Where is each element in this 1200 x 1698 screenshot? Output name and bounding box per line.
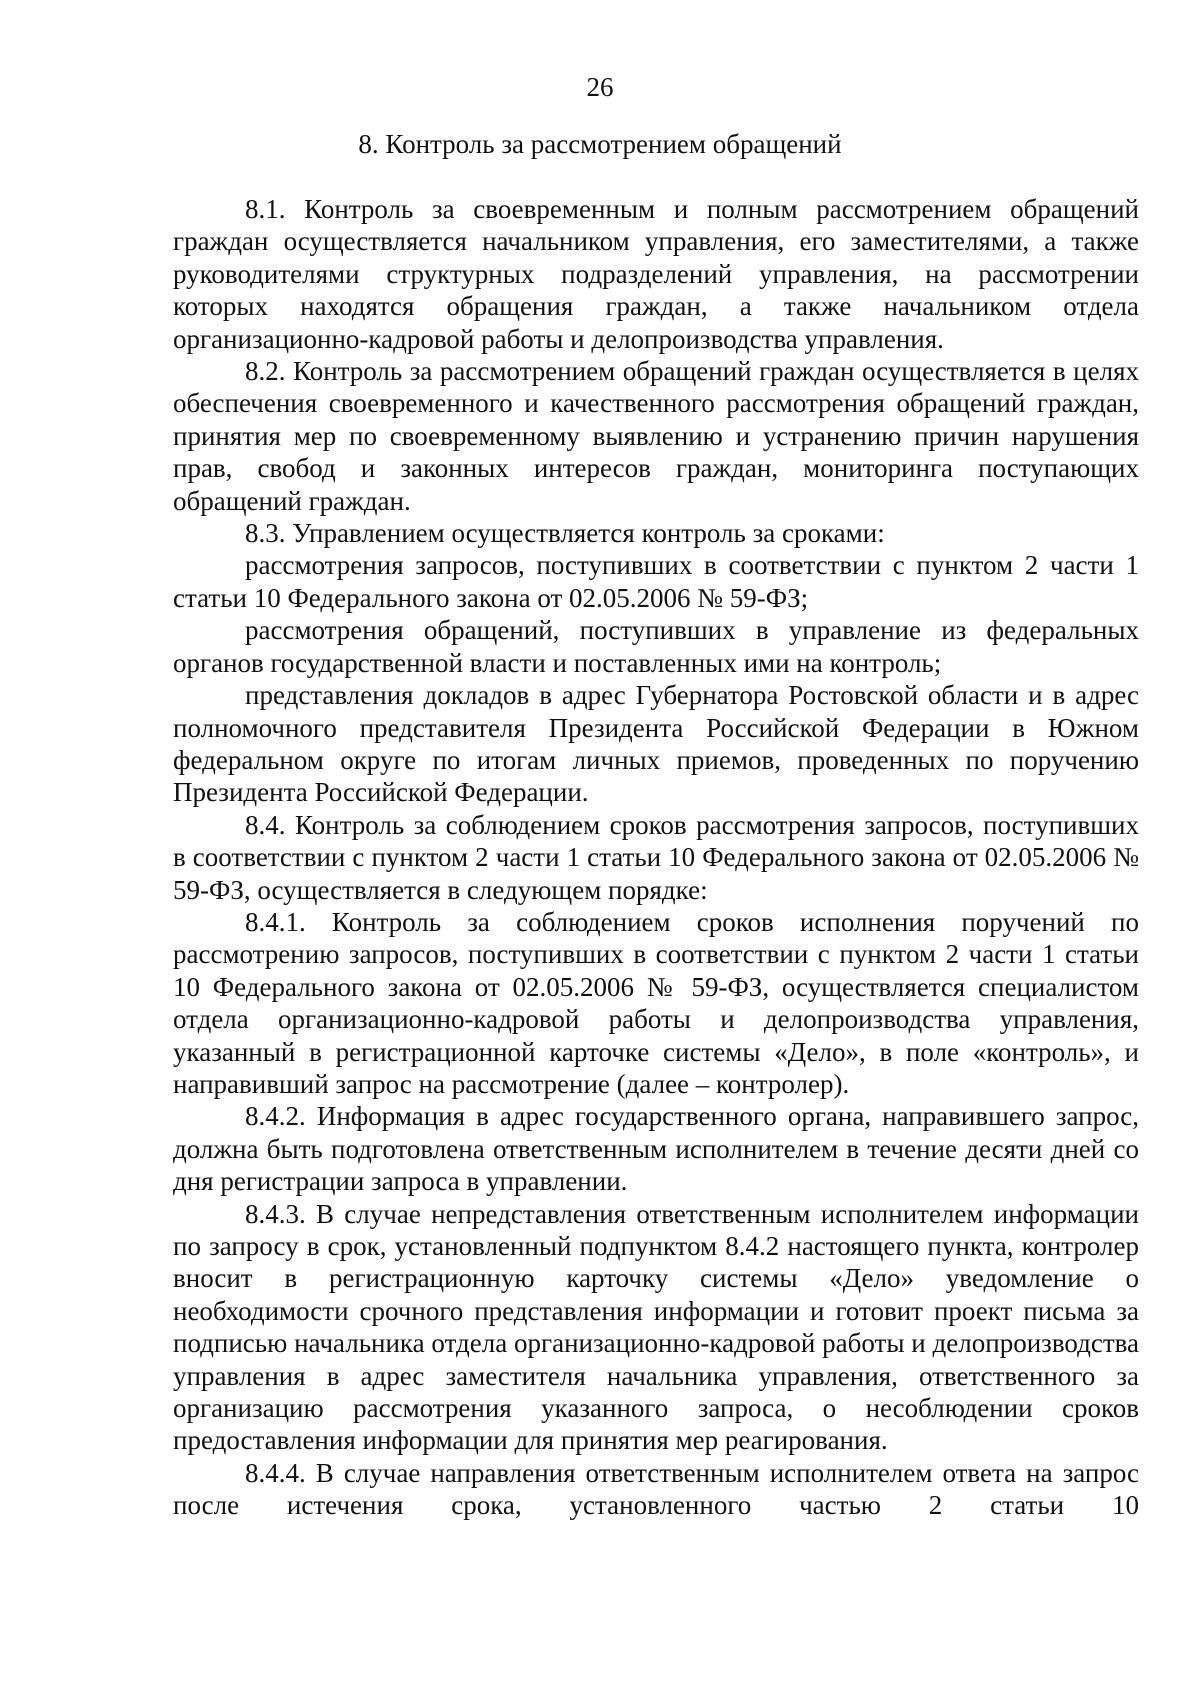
paragraph-8-4-1: 8.4.1. Контроль за соблюдением сроков исполнения поручений по рассмотрению запросов, поступивших в соответствии с пунктом 2 части 1 статьи 10 Федерального закона от 02.05.2006 № 59-ФЗ, осуществляется специалистом отдела организационно-кадровой работы и делопроизводства управления, указанный в регистрационной карточке системы «Дело», в поле «контроль», и направивший запрос на рассмотрение (далее – контролер). <box>173 906 1139 1099</box>
paragraph-8-4-3: 8.4.3. В случае непредставления ответственным исполнителем информации по запросу в срок, установленный подпунктом 8.4.2 настоящего пункта, контролер вносит в регистрационную карточку системы «Дело» уведомление о необходимости срочного представления информации и готовит проект письма за подписью начальника отдела организационно-кадровой работы и делопроизводства управления в адрес заместителя начальника управления, ответственного за организацию рассмотрения указанного запроса, о несоблюдении сроков предоставления информации для принятия мер реагирования. <box>173 1198 1139 1456</box>
paragraph-8-3-item-requests: рассмотрения запросов, поступивших в соответствии с пунктом 2 части 1 статьи 10 Федерального закона от 02.05.2006 № 59-ФЗ; <box>173 550 1139 613</box>
paragraph-8-3: 8.3. Управлением осуществляется контроль за сроками: <box>245 518 885 549</box>
paragraph-8-2: 8.2. Контроль за рассмотрением обращений граждан осуществляется в целях обеспечения своевременного и качественного рассмотрения обращений граждан, принятия мер по своевременному выявлению и устранению причин нарушения прав, свобод и законных интересов граждан, мониторинга поступающих обращений граждан. <box>173 356 1139 516</box>
paragraph-8-3-item-appeals: рассмотрения обращений, поступивших в управление из федеральных органов государственной власти и поставленных ими на контроль; <box>173 615 1139 678</box>
paragraph-8-3-item-reports: представления докладов в адрес Губернатора Ростовской области и в адрес полномочного представителя Президента Российской Федерации в Южном федеральном округе по итогам личных приемов, проведенных по поручению Президента Российской Федерации. <box>173 680 1139 808</box>
page-number: 26 <box>586 72 614 102</box>
paragraph-8-1: 8.1. Контроль за своевременным и полным рассмотрением обращений граждан осуществляется начальником управления, его заместителями, а также руководителями структурных подразделений управления, на рассмотрении которых находятся обращения граждан, а также начальником отдела организационно-кадровой работы и делопроизводства управления. <box>173 194 1139 354</box>
section-title: 8. Контроль за рассмотрением обращений <box>358 129 842 159</box>
paragraph-8-4-2: 8.4.2. Информация в адрес государственного органа, направившего запрос, должна быть подготовлена ответственным исполнителем в течение десяти дней со дня регистрации запроса в управлении. <box>173 1101 1139 1197</box>
paragraph-8-4: 8.4. Контроль за соблюдением сроков рассмотрения запросов, поступивших в соответствии с пунктом 2 части 1 статьи 10 Федерального закона от 02.05.2006 № 59-ФЗ, осуществляется в следующем порядке: <box>173 809 1139 905</box>
section-body <box>173 193 1139 1522</box>
paragraph-8-4-4: 8.4.4. В случае направления ответственным исполнителем ответа на запрос после истечения срока, установленного частью 2 статьи 10 <box>173 1457 1139 1521</box>
